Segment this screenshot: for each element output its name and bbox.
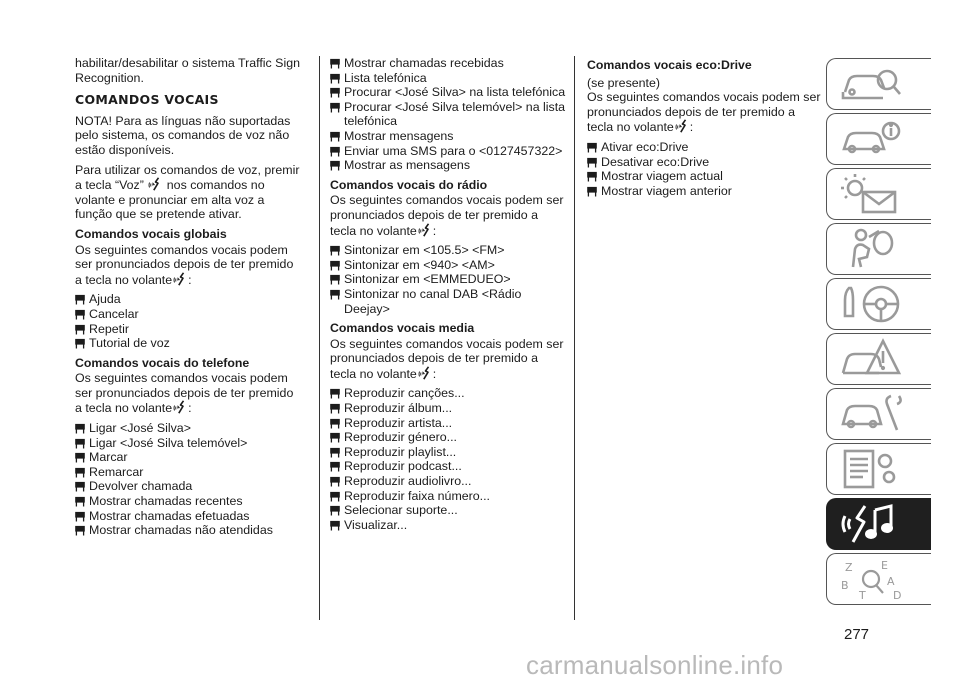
command-text: Mostrar chamadas não atendidas xyxy=(89,523,273,538)
svg-text:E: E xyxy=(881,559,888,572)
command-item xyxy=(75,494,303,509)
command-item xyxy=(330,474,566,489)
usage-paragraph: Para utilizar os comandos de voz, premir a tecla “Voz” nos comandos no volante e pronunciar em alta voz a função que se pretende ativar. xyxy=(75,162,300,222)
command-item xyxy=(330,129,566,144)
command-text: Ativar eco:Drive xyxy=(601,139,689,154)
flag-bullet-icon xyxy=(330,274,340,285)
flag-bullet-icon xyxy=(330,476,340,487)
flag-bullet-icon xyxy=(330,87,340,98)
command-item xyxy=(75,509,303,524)
column-2 xyxy=(330,56,566,537)
tab-car-service[interactable] xyxy=(826,388,931,440)
flag-bullet-icon xyxy=(330,432,340,443)
command-text: Mostrar chamadas recebidas xyxy=(344,56,504,70)
command-text: Selecionar suporte... xyxy=(344,503,458,518)
command-item xyxy=(330,272,566,287)
command-text: Procurar <José Silva> na lista telefónica xyxy=(344,85,566,100)
svg-text:A: A xyxy=(887,575,895,588)
multimedia-icon xyxy=(839,502,903,546)
warning-lights-icon xyxy=(839,172,903,216)
command-item xyxy=(330,518,566,533)
flag-bullet-icon xyxy=(587,186,597,197)
command-item xyxy=(330,430,566,445)
command-text: Tutorial de voz xyxy=(89,336,170,351)
eco-drive-intro: Os seguintes comandos vocais podem ser pronunciados depois de ter premido a tecla no volante : xyxy=(587,90,821,135)
radio-commands-intro: Os seguintes comandos vocais podem ser pronunciados depois de ter premido a tecla no volante : xyxy=(330,193,564,238)
command-item xyxy=(330,258,566,273)
tab-steering[interactable] xyxy=(826,278,931,330)
flag-bullet-icon xyxy=(75,511,85,522)
radio-commands-list xyxy=(330,243,566,316)
command-item xyxy=(330,416,566,431)
command-item xyxy=(330,243,566,258)
svg-text:B: B xyxy=(841,579,849,592)
command-text: Desativar eco:Drive xyxy=(601,154,710,169)
command-item xyxy=(75,421,303,436)
media-commands-list xyxy=(330,386,566,532)
command-item xyxy=(587,140,823,155)
alphabet-index-icon xyxy=(839,557,903,601)
technical-data-icon xyxy=(839,447,903,491)
command-text: Mostrar viagem anterior xyxy=(601,183,732,198)
flag-bullet-icon xyxy=(75,294,85,305)
flag-bullet-icon xyxy=(330,418,340,429)
flag-bullet-icon xyxy=(330,505,340,516)
section-heading-voice-commands: COMANDOS VOCAIS xyxy=(75,92,219,108)
flag-bullet-icon xyxy=(587,171,597,182)
command-text: Mostrar as mensagens xyxy=(344,158,471,173)
command-text: Sintonizar em <EMMEDUEO> xyxy=(344,272,511,287)
flag-bullet-icon xyxy=(75,309,85,320)
page-number: 277 xyxy=(844,626,870,643)
tab-airbag[interactable] xyxy=(826,223,931,275)
eco-drive-commands-list xyxy=(587,140,823,198)
flag-bullet-icon xyxy=(330,403,340,414)
command-text: Reproduzir audiolivro... xyxy=(344,474,472,489)
column-1 xyxy=(75,56,303,543)
column-divider xyxy=(574,56,575,620)
command-item xyxy=(330,71,566,86)
command-item xyxy=(587,169,823,184)
command-text: Mostrar mensagens xyxy=(344,128,454,143)
flag-bullet-icon xyxy=(75,438,85,449)
phone-commands-title: Comandos vocais do telefone xyxy=(75,355,250,370)
watermark: carmanualsonline.info xyxy=(526,650,784,680)
flag-bullet-icon xyxy=(330,73,340,84)
command-item xyxy=(75,436,303,451)
flag-bullet-icon xyxy=(75,452,85,463)
command-text: Sintonizar em <105.5> <FM> xyxy=(344,243,505,258)
car-crash-icon xyxy=(839,337,903,381)
voice-button-icon xyxy=(675,119,689,133)
flag-bullet-icon xyxy=(330,289,340,300)
command-text: Reproduzir álbum... xyxy=(344,401,453,416)
flag-bullet-icon xyxy=(330,491,340,502)
svg-text:D: D xyxy=(893,589,902,601)
flag-bullet-icon xyxy=(75,467,85,478)
command-item xyxy=(330,459,566,474)
eco-drive-subtitle: (se presente) xyxy=(587,75,661,90)
global-commands-title: Comandos vocais globais xyxy=(75,226,227,241)
command-item xyxy=(75,523,303,538)
svg-text:T: T xyxy=(859,589,866,601)
flag-bullet-icon xyxy=(75,525,85,536)
command-text: Reproduzir playlist... xyxy=(344,444,457,459)
command-item xyxy=(587,155,823,170)
flag-bullet-icon xyxy=(587,157,597,168)
flag-bullet-icon xyxy=(330,447,340,458)
tab-multimedia[interactable] xyxy=(826,498,931,550)
flag-bullet-icon xyxy=(330,245,340,256)
media-commands-title: Comandos vocais media xyxy=(330,321,475,336)
command-text: Reproduzir canções... xyxy=(344,386,465,401)
voice-button-icon xyxy=(418,223,432,237)
tab-car-crash[interactable] xyxy=(826,333,931,385)
command-text: Ligar <José Silva> xyxy=(89,421,191,436)
command-text: Devolver chamada xyxy=(89,479,193,494)
command-text: Ajuda xyxy=(89,292,121,307)
command-text: Sintonizar no canal DAB <Rádio Deejay> xyxy=(344,286,522,316)
command-item xyxy=(75,336,303,351)
command-text: Procurar <José Silva telemóvel> na lista telefónica xyxy=(344,99,566,129)
steering-wheel-icon xyxy=(839,282,903,326)
flag-bullet-icon xyxy=(75,324,85,335)
command-text: Reproduzir podcast... xyxy=(344,459,462,474)
car-search-icon xyxy=(839,62,903,106)
car-info-icon xyxy=(839,117,903,161)
voice-button-icon xyxy=(418,366,432,380)
command-item xyxy=(75,322,303,337)
command-item xyxy=(330,56,566,71)
car-wrench-icon xyxy=(839,392,903,436)
command-item xyxy=(75,465,303,480)
phone-commands-list-continued xyxy=(330,56,566,173)
flag-bullet-icon xyxy=(75,481,85,492)
command-text: Enviar uma SMS para o <0127457322> xyxy=(344,143,563,158)
command-text: Lista telefónica xyxy=(344,70,427,85)
command-text: Reproduzir artista... xyxy=(344,415,453,430)
flag-bullet-icon xyxy=(75,338,85,349)
media-commands-intro: Os seguintes comandos vocais podem ser pronunciados depois de ter premido a tecla no volante : xyxy=(330,336,564,381)
global-commands-list xyxy=(75,292,303,350)
command-text: Sintonizar em <940> <AM> xyxy=(344,257,495,272)
flag-bullet-icon xyxy=(75,496,85,507)
intro-text: habilitar/desabilitar o sistema Traffic Sign Recognition. xyxy=(75,56,300,85)
command-text: Mostrar viagem actual xyxy=(601,169,723,184)
flag-bullet-icon xyxy=(330,131,340,142)
flag-bullet-icon xyxy=(330,520,340,531)
command-text: Mostrar chamadas recentes xyxy=(89,494,243,509)
voice-button-icon xyxy=(173,400,187,414)
command-text: Reproduzir faixa número... xyxy=(344,488,491,503)
flag-bullet-icon xyxy=(330,146,340,157)
command-text: Mostrar chamadas efetuadas xyxy=(89,508,250,523)
tab-technical-data[interactable] xyxy=(826,443,931,495)
airbag-person-icon xyxy=(839,227,903,271)
voice-button-icon xyxy=(148,177,162,191)
command-text: Cancelar xyxy=(89,306,139,321)
command-item xyxy=(330,503,566,518)
flag-bullet-icon xyxy=(330,58,340,69)
flag-bullet-icon xyxy=(75,423,85,434)
flag-bullet-icon xyxy=(330,102,340,113)
command-item xyxy=(330,144,566,159)
voice-button-icon xyxy=(173,272,187,286)
command-item xyxy=(330,445,566,460)
radio-commands-title: Comandos vocais do rádio xyxy=(330,177,488,192)
command-item xyxy=(75,450,303,465)
command-item xyxy=(330,401,566,416)
phone-commands-intro: Os seguintes comandos vocais podem ser pronunciados depois de ter premido a tecla no volante : xyxy=(75,371,294,416)
svg-text:Z: Z xyxy=(845,561,853,574)
command-item xyxy=(330,386,566,401)
global-commands-intro: Os seguintes comandos vocais podem ser pronunciados depois de ter premido a tecla no volante : xyxy=(75,242,294,287)
flag-bullet-icon xyxy=(330,461,340,472)
command-text: Ligar <José Silva telemóvel> xyxy=(89,435,248,450)
command-text: Marcar xyxy=(89,450,128,465)
command-item xyxy=(75,307,303,322)
command-item xyxy=(75,292,303,307)
command-item xyxy=(330,100,566,129)
command-item xyxy=(330,489,566,504)
column-divider xyxy=(319,56,320,620)
eco-drive-commands-title: Comandos vocais eco:Drive xyxy=(587,58,752,72)
flag-bullet-icon xyxy=(587,142,597,153)
command-text: Remarcar xyxy=(89,464,144,479)
command-text: Repetir xyxy=(89,321,129,336)
command-text: Visualizar... xyxy=(344,517,408,532)
note-paragraph: NOTA! Para as línguas não suportadas pelo sistema, os comandos de voz não estão disponíveis. xyxy=(75,113,291,157)
flag-bullet-icon xyxy=(330,260,340,271)
tab-warning-lights[interactable] xyxy=(826,168,931,220)
command-text: Reproduzir género... xyxy=(344,430,457,445)
tab-car-info[interactable] xyxy=(826,113,931,165)
command-item xyxy=(330,158,566,173)
tab-car-search[interactable] xyxy=(826,58,931,110)
tab-index[interactable] xyxy=(826,553,931,605)
command-item xyxy=(587,184,823,199)
command-item xyxy=(75,479,303,494)
command-item xyxy=(330,287,566,316)
flag-bullet-icon xyxy=(330,160,340,171)
flag-bullet-icon xyxy=(330,388,340,399)
phone-commands-list xyxy=(75,421,303,538)
column-3 xyxy=(587,56,823,203)
command-item xyxy=(330,85,566,100)
